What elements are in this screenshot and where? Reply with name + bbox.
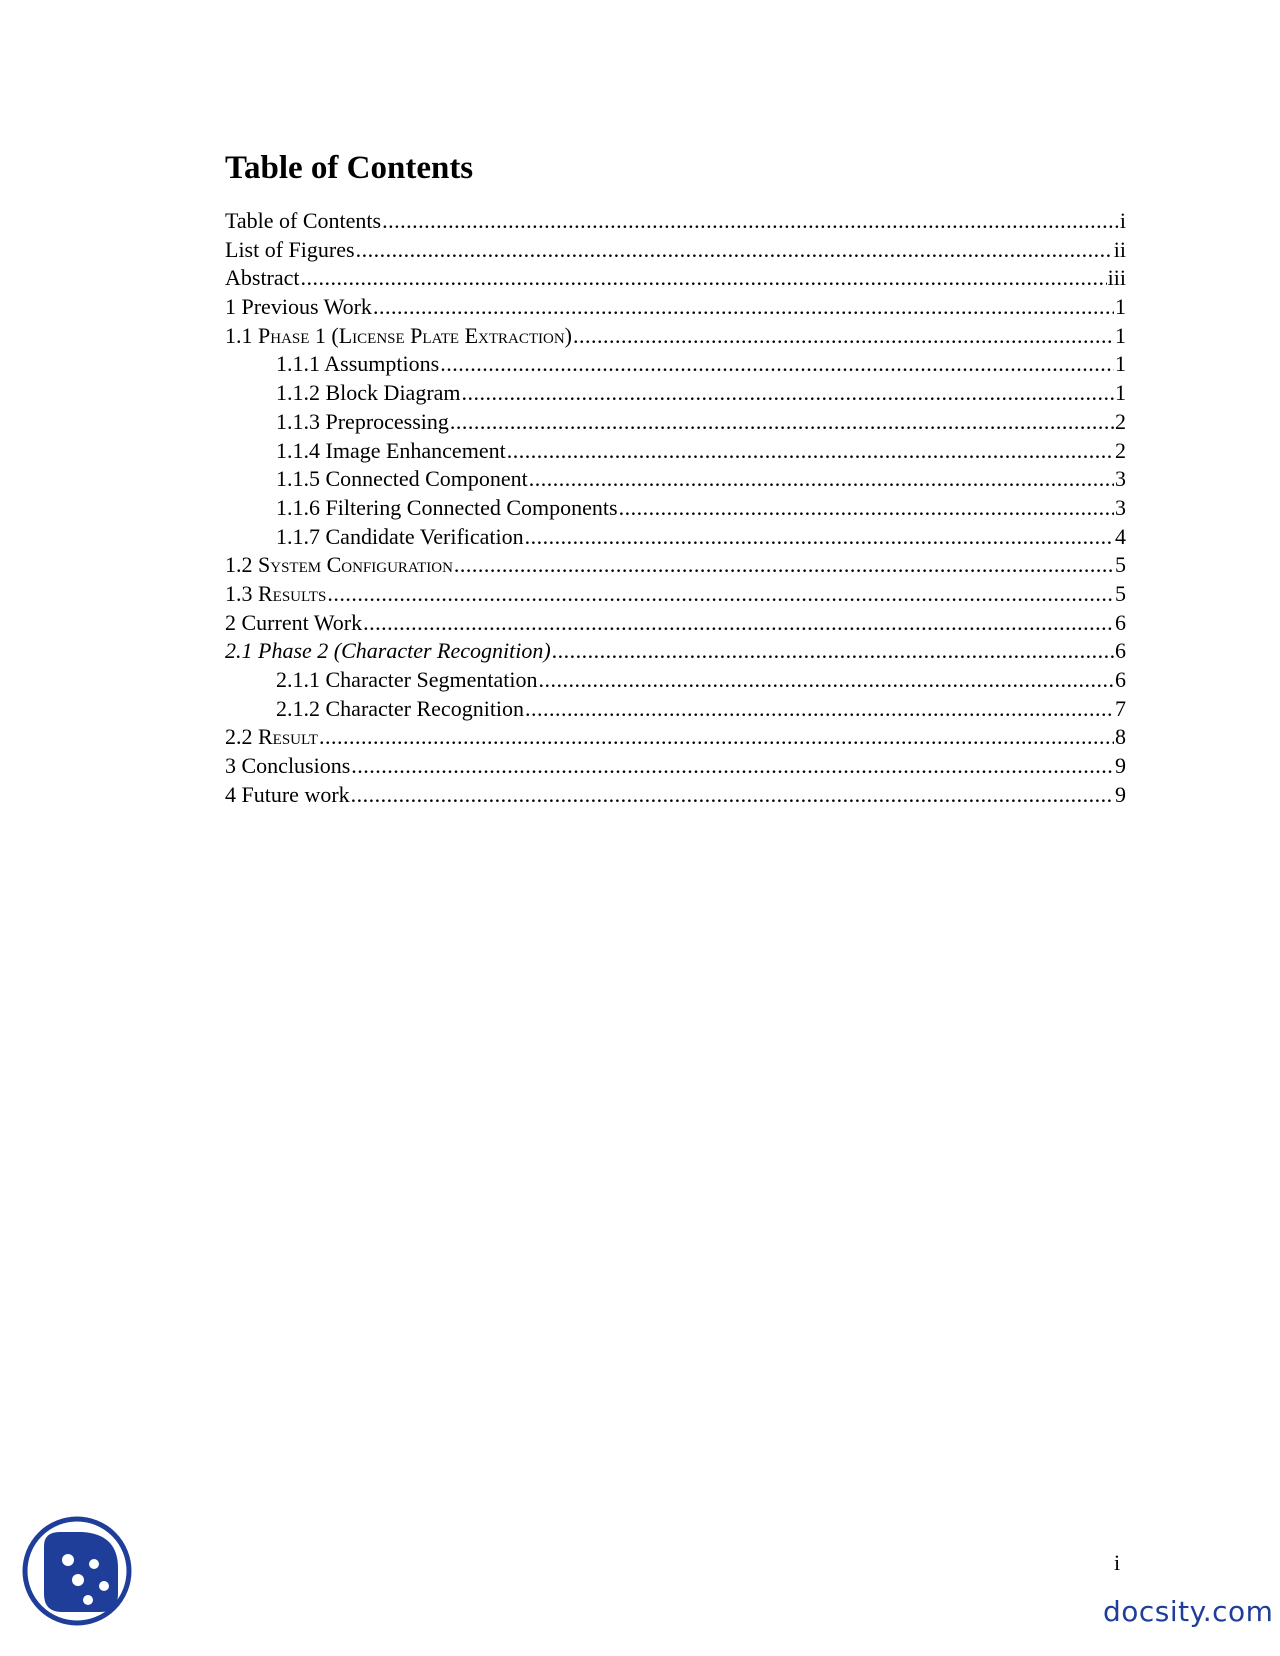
toc-entry-page: 5 [1115,552,1126,578]
toc-leader-dots [507,437,1114,466]
toc-leader-dots [525,695,1114,724]
toc-entry[interactable] [225,236,1126,265]
toc-entry[interactable] [225,322,1126,351]
toc-leader-dots [351,781,1114,810]
toc-entry[interactable] [225,551,1126,580]
toc-leader-dots [382,207,1119,236]
toc-leader-dots [440,350,1114,379]
toc-leader-dots [462,379,1114,408]
toc-entry-label: 1.1.1 Assumptions [276,351,440,377]
toc-entry[interactable] [225,695,1126,724]
toc-entry[interactable] [225,666,1126,695]
toc-entry-page: 3 [1115,494,1126,520]
toc-leader-dots [301,264,1107,293]
toc-entry[interactable] [225,781,1126,810]
toc-entry-page: ii [1113,236,1126,262]
toc-entry-label: 1.1.2 Block Diagram [276,380,461,406]
toc-entry-label: 1.1 Phase 1 (License Plate Extraction) [225,322,572,348]
toc-entry[interactable] [225,752,1126,781]
toc-entry-label: 1.3 Results [225,580,327,606]
toc-entry-label: 2.1.2 Character Recognition [276,695,525,721]
page-title: Table of Contents [225,150,474,186]
toc-entry-page: 9 [1115,753,1126,779]
toc-entry-label: 1.1.6 Filtering Connected Components [276,494,618,520]
toc-entry-label: 4 Future work [225,781,350,807]
toc-leader-dots [529,465,1114,494]
toc-entry[interactable] [225,379,1126,408]
docsity-brand-link[interactable]: docsity.com [1103,1595,1274,1628]
toc-entry[interactable] [225,465,1126,494]
toc-entry-label: Abstract [225,265,300,291]
toc-leader-dots [454,551,1114,580]
toc-entry-page: iii [1107,265,1126,291]
toc-leader-dots [319,723,1114,752]
docsity-logo-icon[interactable] [22,1516,132,1626]
toc-leader-dots [619,494,1114,523]
toc-entry[interactable] [225,580,1126,609]
toc-entry-label: 1.1.3 Preprocessing [276,408,449,434]
toc-leader-dots [373,293,1114,322]
toc-leader-dots [538,666,1114,695]
toc-leader-dots [363,609,1114,638]
toc-entry[interactable] [225,207,1126,236]
toc-entry-page: 7 [1115,695,1126,721]
toc-entry[interactable] [225,264,1126,293]
toc-entry-page: 9 [1115,781,1126,807]
toc-entry-label: Table of Contents [225,208,382,233]
toc-leader-dots [573,322,1114,351]
toc-leader-dots [356,236,1113,265]
toc-leader-dots [552,637,1114,666]
toc-entry-label: 1.1.5 Connected Component [276,466,528,492]
toc-entry-label: 1 Previous Work [225,294,372,320]
toc-leader-dots [525,523,1114,552]
toc-entry-label: 1.2 System Configuration [225,552,453,578]
toc-entry-page: 6 [1115,609,1126,635]
toc-entry-label: 3 Conclusions [225,753,351,779]
toc-entry[interactable] [225,350,1126,379]
toc-entry-page: 8 [1115,724,1126,750]
toc-entry-page: 1 [1115,322,1126,348]
toc-entry-page: 4 [1115,523,1126,549]
toc-entry-page: 1 [1115,380,1126,406]
toc-entry[interactable] [225,437,1126,466]
toc-entry[interactable] [225,637,1126,666]
toc-entry-page: 3 [1115,466,1126,492]
toc-leader-dots [327,580,1114,609]
toc-leader-dots [450,408,1114,437]
toc-entry-page: 1 [1115,294,1126,320]
toc-entry-page: 2 [1115,437,1126,463]
toc-entry-page: 6 [1115,638,1126,664]
toc-entry[interactable] [225,494,1126,523]
toc-entry-page: 1 [1115,351,1126,377]
toc-entry-page: 5 [1115,580,1126,606]
toc-entry-label: 2.1 Phase 2 (Character Recognition) [225,638,551,664]
page-number: i [1114,1550,1121,1575]
toc-entry[interactable] [225,408,1126,437]
table-of-contents [225,207,1126,809]
toc-entry[interactable] [225,723,1126,752]
toc-entry-label: 2 Current Work [225,609,363,635]
toc-entry-label: 2.1.1 Character Segmentation [276,667,538,692]
toc-leader-dots [351,752,1114,781]
toc-entry-page: 6 [1115,667,1126,692]
toc-entry-label: List of Figures [225,236,355,262]
toc-entry-page: i [1119,208,1126,233]
toc-entry[interactable] [225,293,1126,322]
toc-entry[interactable] [225,609,1126,638]
toc-entry-label: 1.1.4 Image Enhancement [276,437,506,463]
toc-entry-label: 2.2 Result [225,724,318,750]
toc-entry-page: 2 [1115,408,1126,434]
toc-entry-label: 1.1.7 Candidate Verification [276,523,524,549]
toc-entry[interactable] [225,523,1126,552]
